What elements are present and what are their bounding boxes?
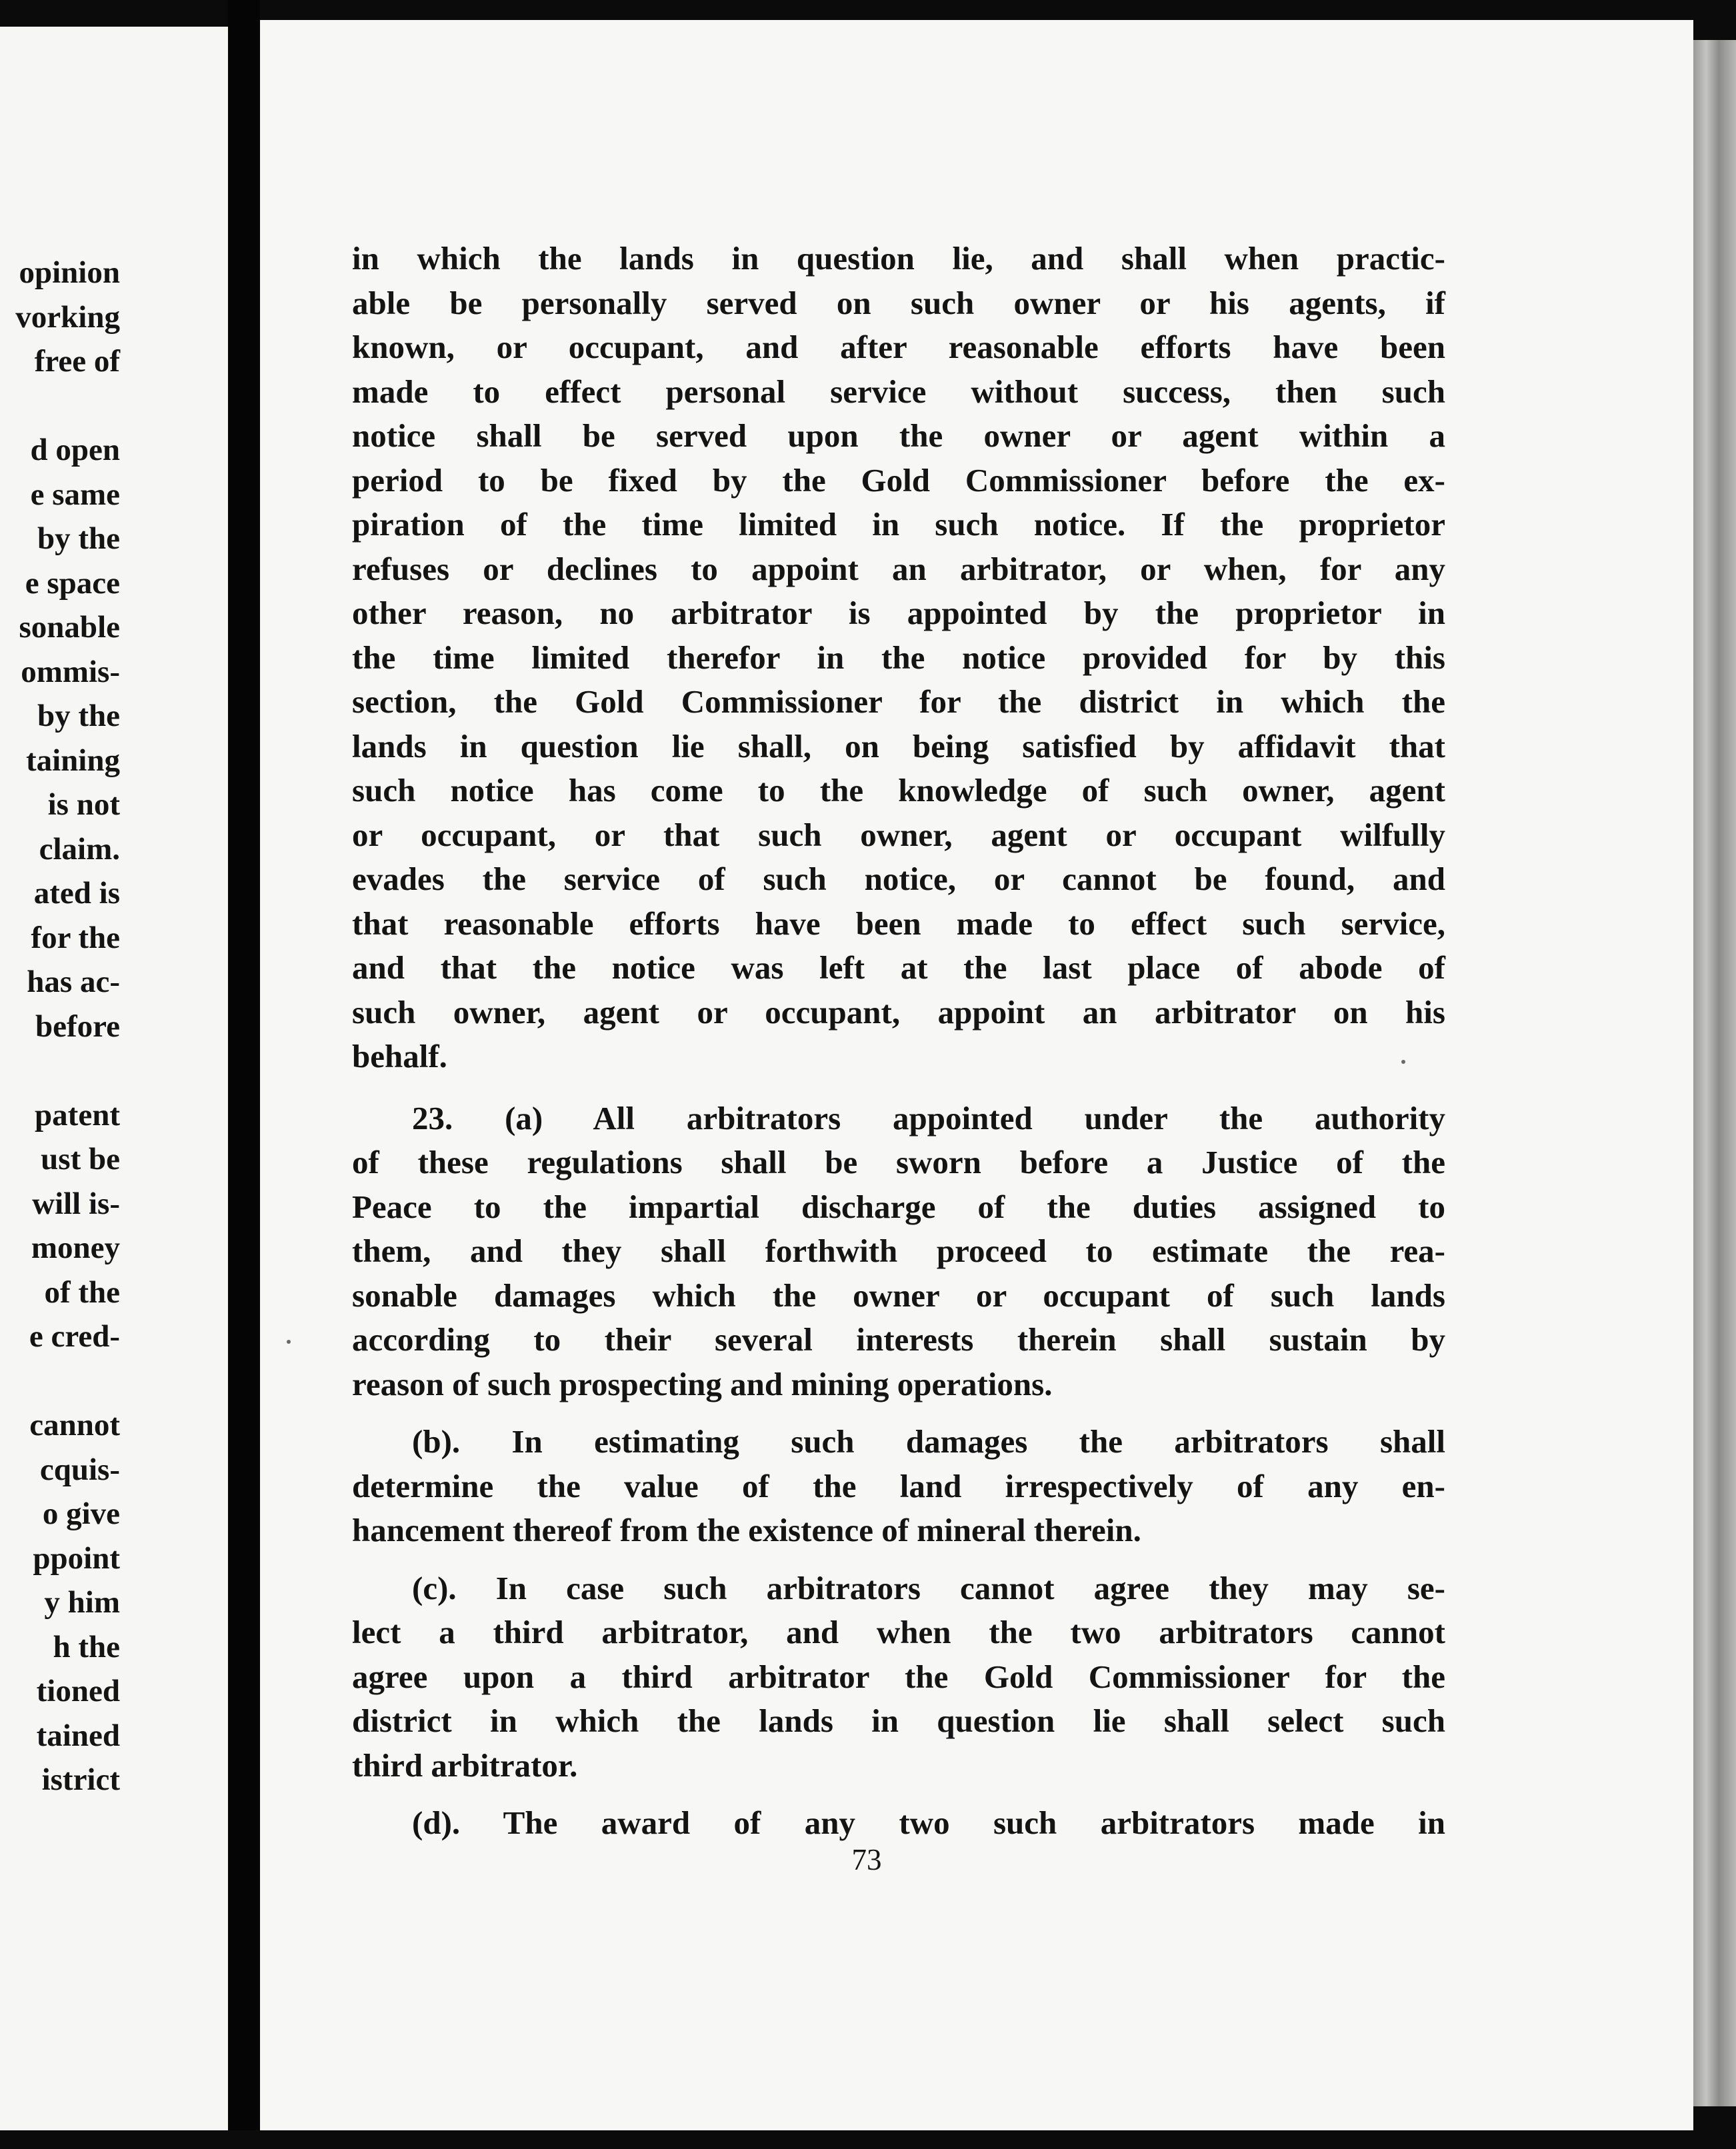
left-page-line: ust be [41, 1142, 120, 1176]
text-line: or occupant, or that such owner, agent or occupant wilfully [352, 816, 1445, 853]
text-line: such owner, agent or occupant, appoint an arbitrator on his [352, 993, 1445, 1031]
text-line: lect a third arbitrator, and when the two arbitrators cannot [352, 1614, 1445, 1650]
text-line: period to be fixed by the Gold Commissioner before the ex- [352, 461, 1445, 499]
text-line: of these regulations shall be sworn before a Justice of the [352, 1144, 1445, 1180]
left-page-line: sonable [19, 610, 120, 645]
text-line: such notice has come to the knowledge of such owner, agent [352, 772, 1445, 809]
left-page-line: e cred- [29, 1319, 120, 1354]
left-page-line: vorking [15, 299, 120, 335]
text-line: third arbitrator. [352, 1746, 578, 1784]
text-line: agree upon a third arbitrator the Gold Commissioner for the [352, 1658, 1445, 1695]
text-line: determine the value of the land irrespectively of any en- [352, 1467, 1445, 1504]
left-page-line: ated is [33, 876, 120, 911]
text-line: known, or occupant, and after reasonable efforts have been [352, 329, 1445, 365]
text-line: refuses or declines to appoint an arbitrator, or when, for any [352, 550, 1445, 587]
left-page-line: taining [25, 743, 120, 778]
text-line: according to their several interests therein shall sustain by [352, 1321, 1445, 1358]
text-line: 23. (a) All arbitrators appointed under the authority [412, 1099, 1445, 1136]
text-line: (c). In case such arbitrators cannot agree they may se- [412, 1569, 1445, 1606]
left-page-line: will is- [32, 1186, 120, 1221]
page-edge [1693, 40, 1736, 2106]
ink-speck [287, 1340, 291, 1344]
left-page-line: has ac- [27, 965, 120, 999]
left-page-line: for the [31, 920, 120, 955]
text-line: made to effect personal service without success, then such [352, 373, 1445, 410]
left-page-line: o give [42, 1496, 120, 1531]
left-page-line: before [35, 1009, 120, 1044]
text-line: and that the notice was left at the last place of abode of [352, 949, 1445, 986]
left-page-line: patent [35, 1097, 120, 1132]
left-page-line: cannot [29, 1408, 120, 1442]
left-page-line: e same [30, 477, 120, 512]
left-page-line: is not [47, 787, 120, 822]
text-line: hancement thereof from the existence of mineral therein. [352, 1512, 1141, 1548]
text-line: behalf. [352, 1038, 447, 1074]
scan-border [0, 2130, 1736, 2149]
left-page-line: e space [25, 565, 120, 601]
left-page [0, 27, 228, 2133]
left-page-line: tioned [36, 1674, 120, 1708]
text-line: evades the service of such notice, or cannot be found, and [352, 861, 1445, 897]
left-page-line: money [31, 1230, 120, 1265]
text-line: section, the Gold Commissioner for the district in which the [352, 683, 1445, 720]
text-line: them, and they shall forthwith proceed to estimate the rea- [352, 1232, 1445, 1269]
text-line: piration of the time limited in such notice. If the proprietor [352, 506, 1445, 543]
left-page-line: d open [30, 433, 120, 467]
left-page-line: opinion [19, 255, 120, 290]
left-page-line: of the [44, 1274, 120, 1310]
text-line: Peace to the impartial discharge of the duties assigned to [352, 1188, 1445, 1225]
text-line: able be personally served on such owner or his agents, if [352, 284, 1445, 321]
text-line: reason of such prospecting and mining operations. [352, 1365, 1053, 1402]
text-line: lands in question lie shall, on being satisfied by affidavit that [352, 727, 1445, 765]
text-line: sonable damages which the owner or occupant of such lands [352, 1276, 1445, 1314]
left-page-line: free of [34, 344, 120, 379]
left-page-line: by the [37, 699, 120, 733]
text-line: notice shall be served upon the owner or agent within a [352, 417, 1445, 454]
book-gutter [228, 0, 260, 2149]
left-page-line: h the [53, 1629, 120, 1664]
left-page-line: by the [37, 521, 120, 556]
text-line: other reason, no arbitrator is appointed by the proprietor in [352, 595, 1445, 631]
left-page-line: tained [36, 1718, 120, 1753]
left-page-line: claim. [39, 831, 120, 867]
left-page-line: istrict [41, 1762, 120, 1797]
text-line: (d). The award of any two such arbitrators made in [412, 1804, 1445, 1841]
left-page-line: ommis- [21, 654, 120, 689]
page-number: 73 [851, 1843, 882, 1876]
left-page-line: y him [44, 1585, 120, 1620]
left-page-line: ppoint [33, 1540, 120, 1576]
text-line: that reasonable efforts have been made to effect such service, [352, 905, 1445, 942]
text-line: in which the lands in question lie, and shall when practic- [352, 240, 1445, 277]
text-line: the time limited therefor in the notice provided for by this [352, 639, 1445, 676]
text-line: (b). In estimating such damages the arbitrators shall [412, 1423, 1445, 1460]
text-line: district in which the lands in question lie shall select such [352, 1702, 1445, 1739]
left-page-line: cquis- [39, 1452, 120, 1487]
